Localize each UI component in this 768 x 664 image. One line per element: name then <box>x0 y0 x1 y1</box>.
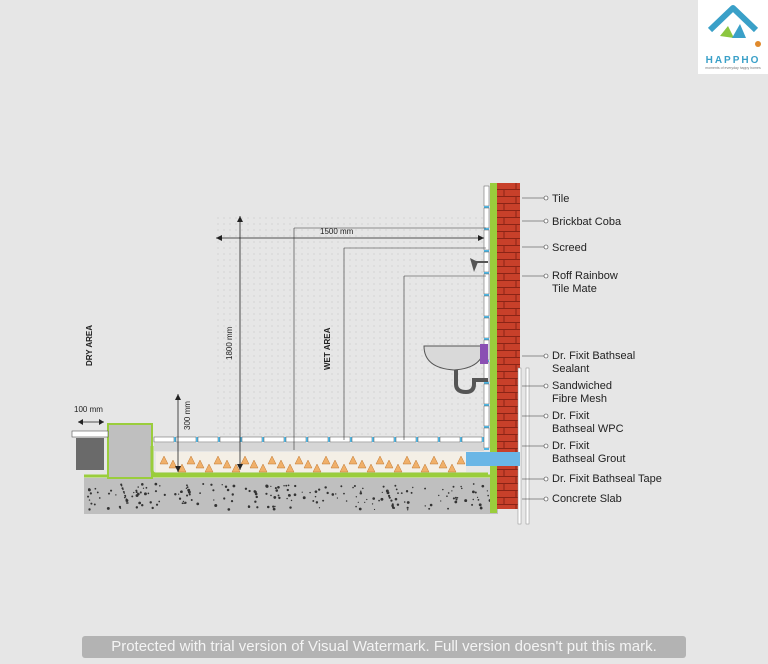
floor-tile <box>176 437 196 442</box>
leader-dot <box>544 414 548 418</box>
aggregate-dot <box>273 496 276 499</box>
aggregate-dot <box>332 493 335 496</box>
label-screed: Screed <box>552 242 587 254</box>
tile-joint <box>174 437 176 442</box>
aggregate-dot <box>270 495 272 497</box>
label-bathseal-grout: Dr. Fixit Bathseal Grout <box>552 440 626 465</box>
aggregate-dot <box>294 493 297 496</box>
dry-floor-block <box>76 438 104 470</box>
aggregate-dot <box>380 498 383 501</box>
floor-tile <box>374 437 394 442</box>
aggregate-dot <box>136 491 138 493</box>
aggregate-dot <box>199 492 201 494</box>
aggregate-dot <box>133 492 134 493</box>
aggregate-dot <box>289 506 291 508</box>
aggregate-dot <box>186 484 188 486</box>
tile-joint <box>196 437 198 442</box>
leader-dot <box>544 274 548 278</box>
aggregate-dot <box>315 490 318 493</box>
leader-dot <box>544 219 548 223</box>
aggregate-dot <box>326 492 328 494</box>
aggregate-dot <box>94 503 96 505</box>
aggregate-dot <box>222 484 223 485</box>
aggregate-dot <box>233 485 236 488</box>
aggregate-dot <box>354 485 356 487</box>
aggregate-dot <box>394 485 396 487</box>
floor-tile <box>396 437 416 442</box>
wall-tile <box>484 186 489 206</box>
floor-tile <box>154 437 174 442</box>
aggregate-dot <box>309 492 310 493</box>
aggregate-dot <box>275 487 277 489</box>
tile-joint <box>394 437 396 442</box>
aggregate-dot <box>227 489 230 492</box>
aggregate-dot <box>352 487 354 489</box>
aggregate-dot <box>164 494 166 496</box>
wall-tile <box>484 384 489 404</box>
aggregate-dot <box>407 501 410 504</box>
aggregate-dot <box>225 486 227 488</box>
dim-width-text: 1500 mm <box>320 227 354 236</box>
aggregate-dot <box>245 488 247 490</box>
aggregate-dot <box>248 505 251 508</box>
aggregate-dot <box>189 493 191 495</box>
aggregate-dot <box>124 492 125 493</box>
wall-tile-joint <box>484 272 489 274</box>
aggregate-dot <box>346 500 348 502</box>
aggregate-dot <box>214 504 217 507</box>
leader-dot <box>544 477 548 481</box>
aggregate-dot <box>188 491 191 494</box>
aggregate-dot <box>186 494 188 496</box>
tile-joint <box>218 437 220 442</box>
aggregate-dot <box>278 497 280 499</box>
aggregate-dot <box>447 508 449 510</box>
aggregate-dot <box>248 490 250 492</box>
aggregate-dot <box>90 503 92 505</box>
aggregate-dot <box>404 501 406 503</box>
aggregate-dot <box>210 484 212 486</box>
aggregate-dot <box>283 485 284 486</box>
label-brickbat-coba: Brickbat Coba <box>552 216 622 228</box>
aggregate-dot <box>174 493 176 495</box>
aggregate-dot <box>121 485 123 487</box>
screed-layer <box>154 443 484 451</box>
aggregate-dot <box>318 488 320 490</box>
aggregate-dot <box>272 506 274 508</box>
aggregate-dot <box>291 500 292 501</box>
aggregate-dot <box>335 493 336 494</box>
aggregate-dot <box>446 495 448 497</box>
aggregate-dot <box>125 499 128 502</box>
dry-step <box>108 424 152 478</box>
aggregate-dot <box>487 495 489 497</box>
aggregate-dot <box>122 489 123 490</box>
tile-joint <box>460 437 462 442</box>
aggregate-dot <box>148 493 150 495</box>
aggregate-dot <box>289 494 291 496</box>
aggregate-dot <box>366 499 367 500</box>
aggregate-dot <box>155 490 157 492</box>
aggregate-dot <box>360 491 362 493</box>
aggregate-dot <box>360 492 363 495</box>
aggregate-dot <box>89 499 90 500</box>
aggregate-dot <box>477 497 478 498</box>
aggregate-dot <box>191 499 193 501</box>
aggregate-dot <box>141 504 143 506</box>
aggregate-dot <box>438 495 439 496</box>
aggregate-dot <box>383 486 385 488</box>
aggregate-dot <box>337 497 338 498</box>
aggregate-dot <box>411 492 413 494</box>
aggregate-dot <box>97 491 99 493</box>
aggregate-dot <box>372 503 373 504</box>
aggregate-dot <box>231 500 233 502</box>
dry-area-label: DRY AREA <box>85 324 94 366</box>
aggregate-dot <box>144 492 147 495</box>
aggregate-dot <box>364 502 365 503</box>
aggregate-dot <box>407 507 409 509</box>
floor-tile <box>418 437 438 442</box>
dry-tile <box>72 431 108 437</box>
label-concrete-slab: Concrete Slab <box>552 493 622 505</box>
basin-sealant <box>480 344 488 364</box>
aggregate-dot <box>278 495 280 497</box>
aggregate-dot <box>481 485 484 488</box>
aggregate-dot <box>88 508 90 510</box>
aggregate-dot <box>227 508 230 511</box>
aggregate-dot <box>315 496 317 498</box>
aggregate-dot <box>442 489 443 490</box>
aggregate-dot <box>285 485 287 487</box>
aggregate-dot <box>471 504 473 506</box>
wall-tile <box>484 208 489 228</box>
aggregate-dot <box>223 497 225 499</box>
aggregate-dot <box>461 488 463 490</box>
aggregate-dot <box>212 489 214 491</box>
leader-dot <box>544 444 548 448</box>
aggregate-dot <box>322 500 324 502</box>
tile-joint <box>372 437 374 442</box>
wall-tile-joint <box>484 426 489 428</box>
aggregate-dot <box>95 488 97 490</box>
floor-tile <box>462 437 482 442</box>
logo-tagline: moments of everyday happy homes <box>705 66 761 70</box>
aggregate-dot <box>479 503 482 506</box>
wall-tile <box>484 274 489 294</box>
aggregate-dot <box>355 506 357 508</box>
aggregate-dot <box>90 492 92 494</box>
label-bathseal-tape: Dr. Fixit Bathseal Tape <box>552 473 662 485</box>
aggregate-dot <box>270 486 271 487</box>
aggregate-dot <box>140 491 142 493</box>
aggregate-dot <box>451 490 452 491</box>
aggregate-dot <box>412 487 413 488</box>
aggregate-dot <box>275 489 278 492</box>
aggregate-dot <box>108 493 110 495</box>
aggregate-dot <box>287 489 289 491</box>
aggregate-dot <box>152 507 154 509</box>
aggregate-dot <box>146 487 148 489</box>
aggregate-dot <box>294 485 296 487</box>
leader-dot <box>544 245 548 249</box>
aggregate-dot <box>359 508 362 511</box>
floor-tile <box>286 437 306 442</box>
aggregate-dot <box>358 502 359 503</box>
leader-dot <box>544 354 548 358</box>
aggregate-dot <box>430 504 433 507</box>
label-tile-mate: Roff Rainbow Tile Mate <box>552 270 618 295</box>
aggregate-dot <box>319 507 320 508</box>
wall-tile <box>484 428 489 448</box>
tile-joint <box>350 437 352 442</box>
tile-joint <box>262 437 264 442</box>
aggregate-dot <box>312 500 314 502</box>
aggregate-dot <box>127 502 129 504</box>
dim-low-text: 300 mm <box>183 401 192 430</box>
tile-joint <box>482 437 484 442</box>
dim-height-text: 1800 mm <box>225 326 234 360</box>
aggregate-dot <box>324 486 326 488</box>
aggregate-dot <box>302 492 303 493</box>
aggregate-dot <box>389 497 391 499</box>
floor-tile <box>440 437 460 442</box>
leader-dot <box>544 384 548 388</box>
aggregate-dot <box>387 491 390 494</box>
aggregate-dot <box>87 496 89 498</box>
aggregate-dot <box>374 509 375 510</box>
aggregate-dot <box>455 497 457 499</box>
aggregate-dot <box>340 485 342 487</box>
aggregate-dot <box>401 492 403 494</box>
aggregate-dot <box>424 488 426 490</box>
wall-tile-joint <box>484 316 489 318</box>
aggregate-dot <box>267 506 269 508</box>
floor-tile <box>242 437 262 442</box>
label-bathseal-wpc: Dr. Fixit Bathseal WPC <box>552 410 624 435</box>
aggregate-dot <box>120 507 122 509</box>
aggregate-dot <box>179 498 181 500</box>
label-fibre-mesh: Sandwiched Fibre Mesh <box>552 380 612 405</box>
brickbat-coba <box>156 452 466 472</box>
aggregate-dot <box>392 506 394 508</box>
tile-joint <box>306 437 308 442</box>
aggregate-dot <box>453 486 455 488</box>
wet-area-label: WET AREA <box>323 327 332 370</box>
wall-tile-joint <box>484 250 489 252</box>
drain-pipe-left <box>518 368 521 524</box>
aggregate-dot <box>288 485 290 487</box>
aggregate-dot <box>378 500 380 502</box>
aggregate-dot <box>202 483 204 485</box>
aggregate-dot <box>137 493 140 496</box>
aggregate-dot <box>159 485 160 486</box>
leader-dot <box>544 497 548 501</box>
wall-tile-joint <box>484 404 489 406</box>
wall-tile-joint <box>484 448 489 450</box>
aggregate-dot <box>184 502 186 504</box>
aggregate-dot <box>487 490 488 491</box>
label-bathseal-sealant: Dr. Fixit Bathseal Sealant <box>552 350 636 375</box>
wall-tile <box>484 406 489 426</box>
wall-tile <box>484 318 489 338</box>
aggregate-dot <box>388 495 390 497</box>
aggregate-dot <box>475 491 477 493</box>
aggregate-dot <box>382 492 383 493</box>
wall-tile-joint <box>484 294 489 296</box>
aggregate-dot <box>254 501 256 503</box>
wall-tile-joint <box>484 206 489 208</box>
dim-dry-text: 100 mm <box>74 405 103 414</box>
tile-joint <box>284 437 286 442</box>
aggregate-dot <box>182 502 184 504</box>
tile-joint <box>416 437 418 442</box>
aggregate-dot <box>131 495 133 497</box>
aggregate-dot <box>186 488 187 489</box>
aggregate-dot <box>213 499 214 500</box>
aggregate-dot <box>343 493 345 495</box>
aggregate-dot <box>473 499 474 500</box>
wall-tile-column <box>484 186 489 450</box>
wall-tile <box>484 230 489 250</box>
aggregate-dot <box>99 497 101 499</box>
aggregate-dot <box>136 506 138 508</box>
aggregate-dot <box>256 496 258 498</box>
aggregate-dot <box>407 509 408 510</box>
label-tile: Tile <box>552 193 570 205</box>
aggregate-dot <box>137 486 139 488</box>
floor-tile <box>308 437 328 442</box>
aggregate-dot <box>478 499 480 501</box>
aggregate-dot <box>440 500 441 501</box>
aggregate-dot <box>286 498 287 499</box>
aggregate-dot <box>265 493 267 495</box>
aggregate-dot <box>396 489 398 491</box>
aggregate-dot <box>395 498 398 501</box>
aggregate-dot <box>110 490 112 492</box>
aggregate-dot <box>107 507 110 510</box>
aggregate-dot <box>265 484 268 487</box>
house-logo-icon <box>698 0 768 54</box>
aggregate-dot <box>255 493 258 496</box>
aggregate-dot <box>115 494 116 495</box>
aggregate-dot <box>460 486 462 488</box>
aggregate-dot <box>149 501 151 503</box>
aggregate-dot <box>316 501 318 503</box>
aggregate-dot <box>125 496 126 497</box>
aggregate-dot <box>362 488 364 490</box>
aggregate-dot <box>303 496 306 499</box>
floor-tile <box>220 437 240 442</box>
tile-joint <box>438 437 440 442</box>
aggregate-dot <box>180 491 182 493</box>
floor-tile <box>264 437 284 442</box>
aggregate-dot <box>143 488 144 489</box>
wall-tile <box>484 296 489 316</box>
tile-joint <box>328 437 330 442</box>
aggregate-dot <box>88 488 91 491</box>
logo-wordmark: HAPPHO <box>705 55 761 66</box>
aggregate-dot <box>390 500 392 502</box>
aggregate-dot <box>372 497 375 500</box>
aggregate-dot <box>457 497 459 499</box>
aggregate-dot <box>183 501 184 502</box>
aggregate-dot <box>456 499 458 501</box>
floor-tile <box>198 437 218 442</box>
aggregate-dot <box>156 504 158 506</box>
aggregate-dot <box>397 492 399 494</box>
aggregate-dot <box>480 506 482 508</box>
aggregate-dot <box>274 506 275 507</box>
floor-tile-row <box>154 437 484 442</box>
wall-tile-joint <box>484 338 489 340</box>
aggregate-dot <box>141 483 144 486</box>
leader-dot <box>544 196 548 200</box>
dimension-100 <box>74 405 104 425</box>
aggregate-dot <box>155 483 158 486</box>
wall-tile-joint <box>484 382 489 384</box>
aggregate-dot <box>453 497 455 499</box>
aggregate-dot <box>464 499 467 502</box>
aggregate-dot <box>472 490 475 493</box>
aggregate-dot <box>277 486 280 489</box>
aggregate-dot <box>397 503 399 505</box>
aggregate-dot <box>232 493 234 495</box>
aggregate-dot <box>196 503 199 506</box>
aggregate-dot <box>454 501 457 504</box>
floor-tile <box>330 437 350 442</box>
aggregate-dot <box>138 502 141 505</box>
aggregate-dot <box>356 496 357 497</box>
aggregate-dot <box>425 505 426 506</box>
aggregate-dot <box>428 508 430 510</box>
wet-zone-hatch <box>214 213 488 451</box>
aggregate-dot <box>406 490 408 492</box>
aggregate-dot <box>256 506 258 508</box>
aggregate-dot <box>158 501 160 503</box>
floor-tile <box>352 437 372 442</box>
watermark-banner: Protected with trial version of Visual Watermark. Full version doesn't put this mark. <box>82 636 686 658</box>
aggregate-dot <box>273 508 276 511</box>
aggregate-dot <box>473 483 475 485</box>
floor-trap <box>466 452 520 466</box>
aggregate-dot <box>178 494 179 495</box>
aggregate-dot <box>448 492 450 494</box>
